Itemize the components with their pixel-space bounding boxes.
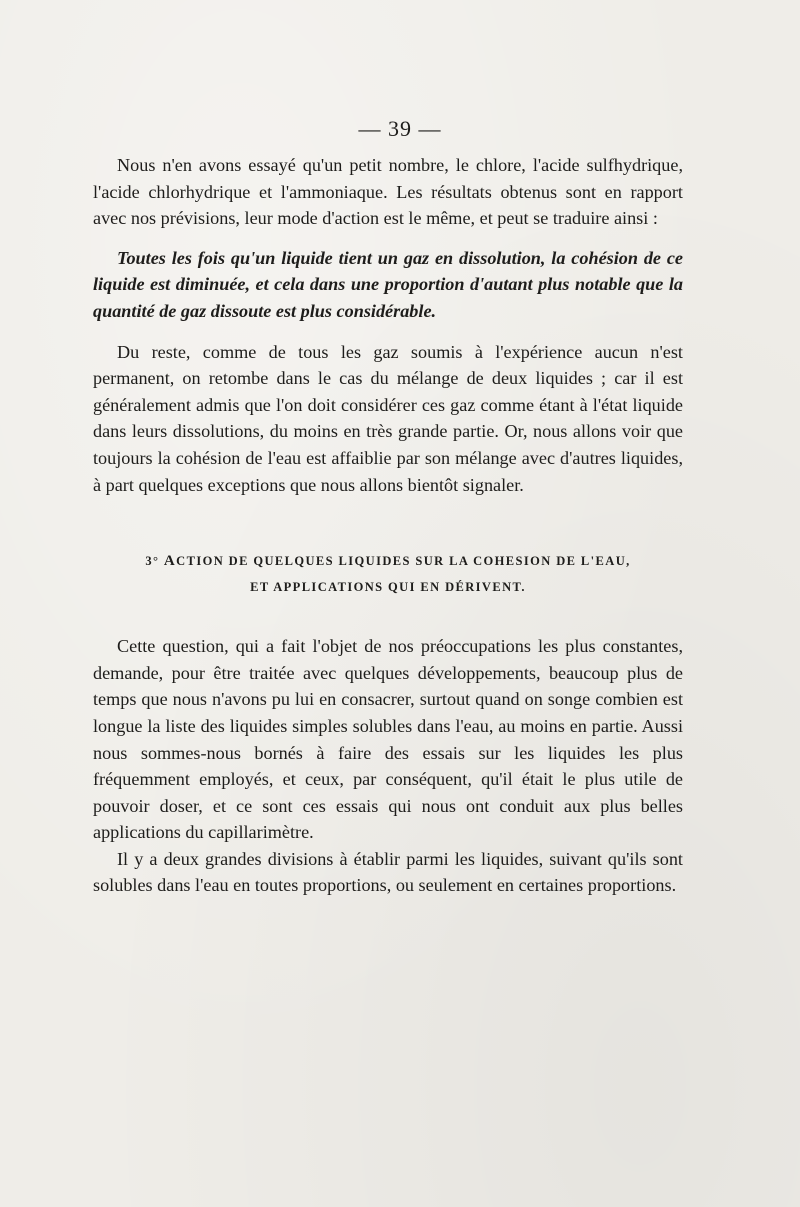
paragraph-intro: Nous n'en avons essayé qu'un petit nombre, le chlore, l'acide sulfhydrique, l'acide chlorhydrique et l'ammoniaque. Les résultats obtenus sont en rapport avec nos prévisions, leur mode d'action est le même, et peut se traduire ainsi : (93, 155, 683, 229)
section-heading (93, 550, 683, 598)
paragraph-divisions: Il y a deux grandes divisions à établir parmi les liquides, suivant qu'ils sont solubles dans l'eau en toutes proportions, ou seulement en certaines proportions. (93, 848, 683, 896)
section-title-capital: A (163, 553, 177, 570)
paragraph-question: Cette question, qui a fait l'objet de nos préoccupations les plus constantes, demande, pour être traitée avec quelques développements, beaucoup plus de temps que nous n'avons pu lui en consacrer, surtout quand on songe combien est longue la liste des liquides simples solubles dans l'eau, au moins en partie. Aussi nous sommes-nous bornés à faire des essais sur les liquides les plus fréquemment employés, et ceux, par conséquent, qu'il était le plus utile de pouvoir doser, et ce sont ces essais qui nous ont conduit aux plus belles applications du capillarimètre. (93, 636, 683, 843)
paragraph-law-statement: Toutes les fois qu'un liquide tient un gaz en dissolution, la cohésion de ce liquide est diminuée, et cela dans une proportion d'autant plus notable que la quantité de gaz dissoute est plus considérable. (93, 247, 683, 321)
section-heading-line1 (93, 550, 683, 572)
section-title-line1: CTION DE QUELQUES LIQUIDES SUR LA COHESION DE L'EAU, (176, 554, 631, 569)
section-number: 3° (145, 554, 160, 569)
paragraph-du-reste: Du reste, comme de tous les gaz soumis à l'expérience aucun n'est permanent, on retombe dans le cas du mélange de deux liquides ; car il est généralement admis que l'on doit considérer ces gaz comme étant à l'état liquide dans leurs dissolutions, du moins en très grande partie. Or, nous allons voir que toujours la cohésion de l'eau est affaiblie par son mélange avec d'autres liquides, à part quelques exceptions que nous allons bientôt signaler. (93, 341, 683, 495)
body-text (93, 152, 683, 899)
section-title-line2: ET APPLICATIONS QUI EN DÉRIVENT. (250, 580, 526, 595)
page-number: — 39 — (358, 116, 442, 141)
